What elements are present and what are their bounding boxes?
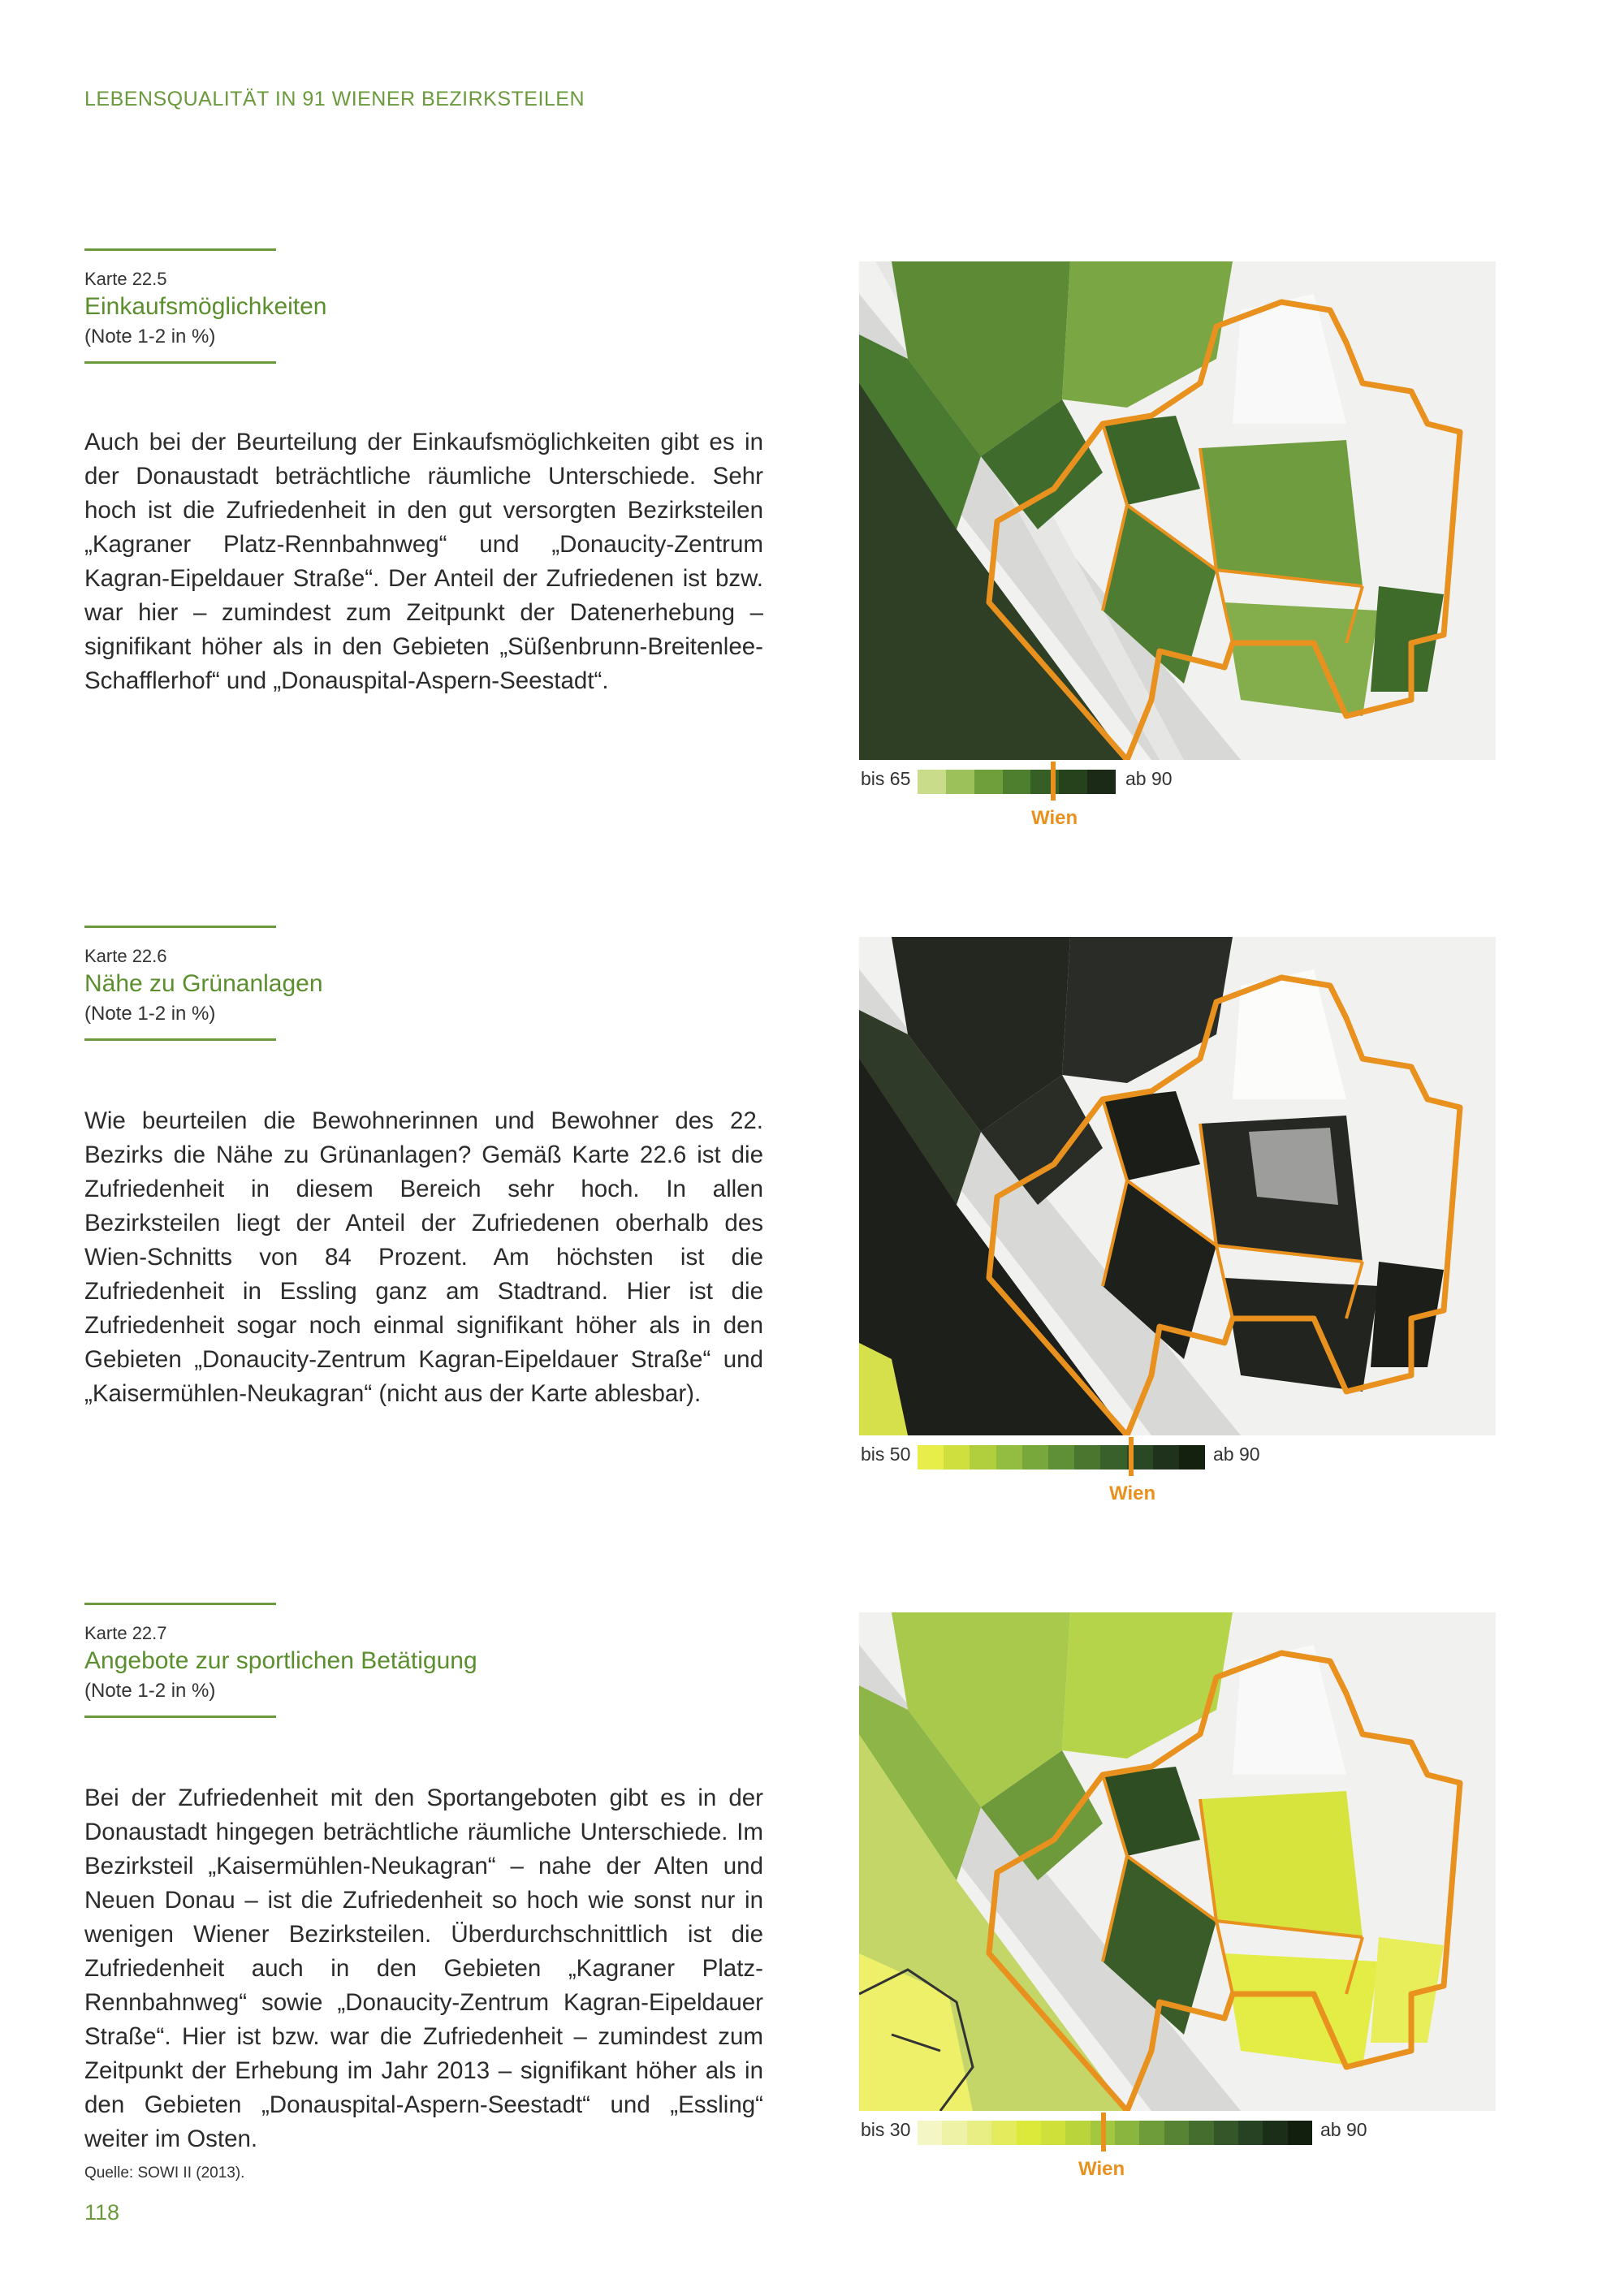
legend-wien-label: Wien — [1109, 1482, 1156, 1504]
legend-high-label: ab 90 — [1213, 1444, 1260, 1465]
legend-color-scale — [918, 1445, 1205, 1470]
bottom-rule — [84, 361, 276, 364]
map-section-22-6 — [84, 926, 763, 1411]
map-label: Karte 22.5 — [84, 269, 167, 289]
map-note: (Note 1-2 in %) — [84, 326, 216, 347]
top-rule — [84, 1603, 276, 1605]
legend-wien-label: Wien — [1078, 2158, 1125, 2180]
body-text: Bei der Zufriedenheit mit den Sportangeboten gibt es in der Donaustadt hingegen beträchtliche räumliche Unterschiede. Im Bezirksteil „Kaisermühlen-Neukagran“ – nahe der Alten und Neuen Donau – ist die Zufriedenheit so hoch wie sonst nur in wenigen Wiener Bezirksteilen. Überdurchschnittlich ist die Zufriedenheit auch in den Gebieten „Kagraner Platz-Rennbahnweg“ sowie „Donaucity-Zentrum Kagran-Eipeldauer Straße“. Hier ist bzw. war die Zufriedenheit – zumindest zum Zeitpunkt der Erhebung im Jahr 2013 – signifikant höher als in den Gebieten „Donauspital-Aspern-Seestadt“ und „Essling“ weiter im Osten. — [84, 1785, 763, 2152]
district-map — [859, 937, 1496, 1435]
map-note: (Note 1-2 in %) — [84, 1680, 216, 1702]
body-text: Auch bei der Beurteilung der Einkaufsmöglichkeiten gibt es in der Donaustadt beträchtliche räumliche Unterschiede. Sehr hoch ist die Zufriedenheit in den gut versorgten Bezirksteilen „Kagraner Platz-Rennbahnweg“ und „Donaucity-Zentrum Kagran-Eipeldauer Straße“. Der Anteil der Zufriedenen ist bzw. war hier – zumindest zum Zeitpunkt der Datenerhebung – signifikant höher als in den Gebieten „Süßenbrunn-Breitenlee-Schafflerhof“ und „Donauspital-Aspern-Seestadt“. — [84, 429, 763, 694]
district-map — [859, 261, 1496, 760]
legend-wien-label: Wien — [1031, 807, 1078, 829]
bottom-rule — [84, 1716, 276, 1718]
legend-low-label: bis 65 — [861, 768, 911, 789]
bottom-rule — [84, 1038, 276, 1041]
top-rule — [84, 248, 276, 251]
map-figure-22-7 — [859, 1612, 1496, 2184]
map-title: Nähe zu Grünanlagen — [84, 970, 323, 997]
map-figure-22-5 — [859, 261, 1496, 833]
legend-color-scale — [918, 770, 1116, 794]
top-rule — [84, 926, 276, 928]
running-head: LEBENSQUALITÄT IN 91 WIENER BEZIRKSTEILEN — [84, 88, 585, 110]
legend-color-scale — [918, 2121, 1312, 2145]
legend-low-label: bis 30 — [861, 2119, 911, 2140]
map-section-22-5 — [84, 248, 763, 698]
map-label: Karte 22.7 — [84, 1623, 167, 1643]
legend — [859, 1435, 1496, 1508]
body-text: Wie beurteilen die Bewohnerinnen und Bewohner des 22. Bezirks die Nähe zu Grünanlagen? Gemäß Karte 22.6 ist die Zufriedenheit in diesem Bereich sehr hoch. In allen Bezirksteilen liegt der Anteil der Zufriedenen oberhalb des Wien-Schnitts von 84 Prozent. Am höchsten ist die Zufriedenheit in Essling ganz am Stadtrand. Hier ist die Zufriedenheit sogar noch einmal signifikant höher als in den Gebieten „Donaucity-Zentrum Kagran-Eipeldauer Straße“ und „Kaisermühlen-Neukagran“ (nicht aus der Karte ablesbar). — [84, 1107, 763, 1407]
page-number: 118 — [84, 2200, 120, 2225]
map-figure-22-6 — [859, 937, 1496, 1508]
source-note: Quelle: SOWI II (2013). — [84, 2164, 245, 2182]
district-map — [859, 1612, 1496, 2111]
legend-low-label: bis 50 — [861, 1444, 911, 1465]
legend-wien-marker — [1129, 1437, 1134, 1476]
legend-wien-marker — [1051, 762, 1056, 801]
map-title: Einkaufsmöglichkeiten — [84, 293, 327, 320]
map-note: (Note 1-2 in %) — [84, 1003, 216, 1025]
legend-high-label: ab 90 — [1320, 2119, 1367, 2140]
map-label: Karte 22.6 — [84, 946, 167, 966]
legend-wien-marker — [1101, 2113, 1106, 2151]
legend — [859, 2111, 1496, 2184]
legend — [859, 760, 1496, 833]
map-section-22-7 — [84, 1603, 763, 2156]
map-title: Angebote zur sportlichen Betätigung — [84, 1647, 477, 1674]
legend-high-label: ab 90 — [1125, 768, 1173, 789]
